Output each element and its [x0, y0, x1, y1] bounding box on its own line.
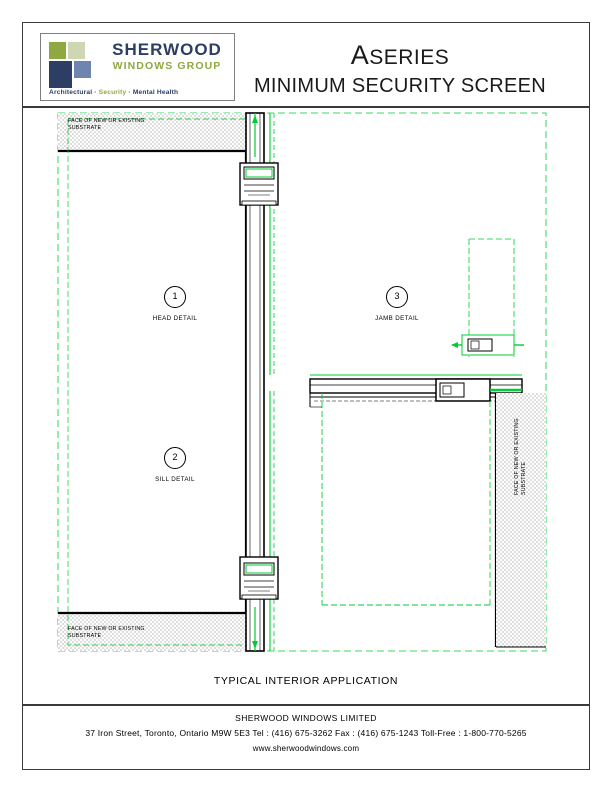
footer-divider [22, 704, 590, 706]
title-line-1 [245, 40, 555, 73]
technical-drawing [22, 107, 590, 707]
drawing-caption: TYPICAL INTERIOR APPLICATION [213, 675, 399, 687]
detail-marker-jamb-label: JAMB DETAIL [375, 315, 419, 322]
sherwood-logo [40, 33, 235, 101]
detail-marker-head-label: HEAD DETAIL [152, 315, 198, 322]
footer-contact-line: 37 Iron Street, Toronto, Ontario M9W 5E3 Tel : (416) 675-3262 Fax : (416) 675-1243 Toll-Free : 1-800-770-5265 [85, 728, 527, 738]
logo-tagline-part3: · Mental Health [126, 89, 179, 96]
logo-tagline [49, 89, 178, 96]
logo-name-top: SHERWOOD [112, 40, 222, 59]
sheet-footer [22, 711, 590, 756]
title-line-2: MINIMUM SECURITY SCREEN [253, 75, 547, 97]
logo-squares-icon [49, 42, 95, 88]
detail-marker-sill-number: 2 [164, 447, 186, 469]
logo-wordmark [101, 40, 233, 73]
note-sill-substrate: FACE OF NEW OR EXISTING SUBSTRATE [68, 626, 145, 639]
title-a: A [350, 40, 370, 70]
note-jamb-substrate: FACE OF NEW OR EXISTING SUBSTRATE [514, 418, 527, 495]
title-series: SERIES [369, 46, 450, 69]
logo-tagline-part2: Security [98, 89, 127, 96]
detail-marker-head [115, 286, 235, 322]
logo-name-bottom: WINDOWS GROUP [112, 60, 222, 72]
note-head-substrate: FACE OF NEW OR EXISTING SUBSTRATE [68, 118, 145, 131]
logo-tagline-part1: Architectural · [49, 89, 99, 96]
detail-marker-sill-label: SILL DETAIL [155, 476, 195, 483]
detail-marker-head-number: 1 [164, 286, 186, 308]
footer-company-name: SHERWOOD WINDOWS LIMITED [235, 713, 377, 723]
sheet-title [245, 40, 555, 99]
detail-marker-jamb-number: 3 [386, 286, 408, 308]
detail-marker-jamb [337, 286, 457, 322]
footer-website[interactable]: www.sherwoodwindows.com [252, 744, 360, 753]
detail-marker-sill [115, 447, 235, 483]
